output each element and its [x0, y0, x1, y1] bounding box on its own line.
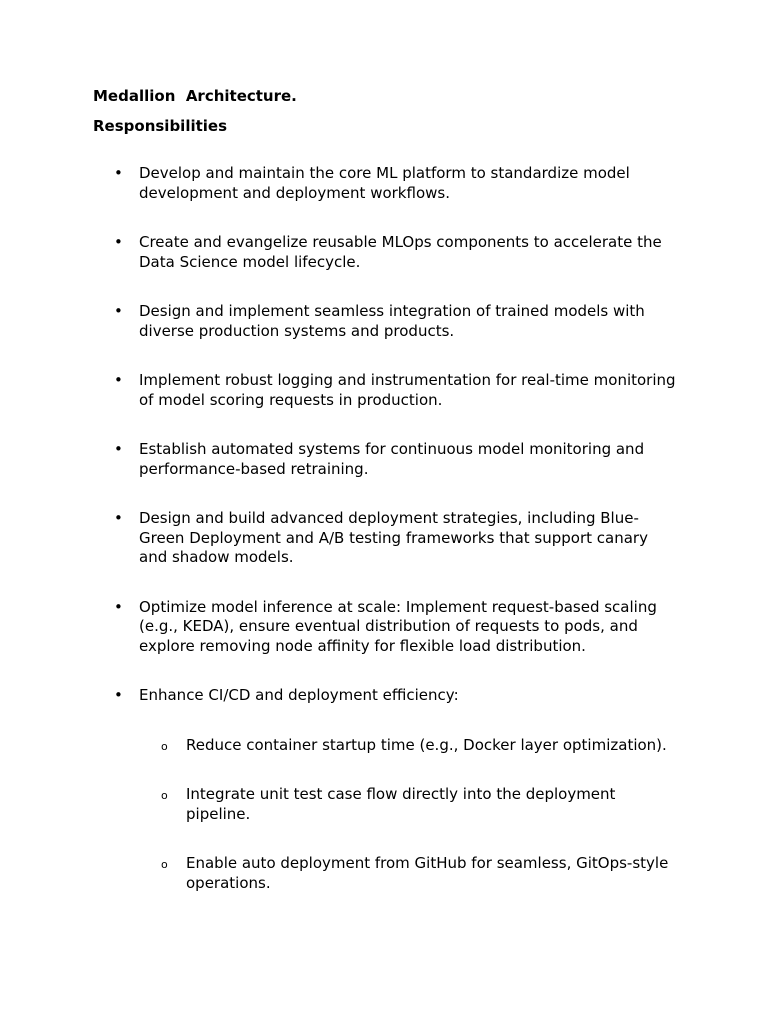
list-item — [93, 509, 678, 568]
bullet-icon: • — [114, 440, 123, 458]
list-item — [93, 440, 678, 479]
list-item — [93, 598, 678, 657]
bullet-icon: • — [114, 233, 123, 251]
list-item-text: Develop and maintain the core ML platform to standardize model development and deployment workflows. — [139, 164, 630, 202]
document-title: Medallion Architecture. — [93, 87, 297, 105]
sub-list-item-text: Integrate unit test case flow directly into the deployment pipeline. — [186, 785, 616, 823]
list-item — [93, 371, 678, 410]
list-item-text: Design and build advanced deployment strategies, including Blue-Green Deployment and A/B testing frameworks that support canary and shadow models. — [139, 509, 648, 566]
bullet-icon: • — [114, 686, 123, 704]
sub-list-item — [139, 785, 678, 824]
sub-list-item-text: Enable auto deployment from GitHub for seamless, GitOps-style operations. — [186, 854, 669, 892]
list-item — [93, 686, 678, 893]
list-item — [93, 233, 678, 272]
circle-bullet-icon: o — [161, 789, 168, 802]
bullet-icon: • — [114, 371, 123, 389]
list-item-text: Implement robust logging and instrumentation for real-time monitoring of model scoring requests in production. — [139, 371, 676, 409]
sub-list-item — [139, 854, 678, 893]
list-item-text: Optimize model inference at scale: Implement request-based scaling (e.g., KEDA), ensure eventual distribution of requests to pods, and explore removing node affinity for flexible load distribution. — [139, 597, 657, 655]
bullet-icon: • — [114, 597, 123, 616]
sub-list-item — [139, 736, 678, 756]
bullet-icon: • — [114, 509, 123, 527]
circle-bullet-icon: o — [161, 858, 168, 871]
list-item — [93, 164, 678, 203]
list-item-text: Design and implement seamless integration of trained models with diverse production systems and products. — [139, 302, 645, 340]
bullet-icon: • — [114, 302, 123, 320]
list-item-text: Establish automated systems for continuous model monitoring and performance-based retraining. — [139, 440, 645, 478]
sub-list-item-text: Reduce container startup time (e.g., Docker layer optimization). — [186, 735, 667, 754]
responsibilities-list — [93, 164, 678, 893]
list-item — [93, 302, 678, 341]
list-item-text: Enhance CI/CD and deployment efficiency: — [139, 686, 459, 704]
sub-list — [139, 736, 678, 894]
circle-bullet-icon: o — [161, 739, 168, 753]
bullet-icon: • — [114, 164, 123, 182]
list-item-text: Create and evangelize reusable MLOps components to accelerate the Data Science model lifecycle. — [139, 233, 662, 271]
section-heading: Responsibilities — [93, 116, 228, 135]
